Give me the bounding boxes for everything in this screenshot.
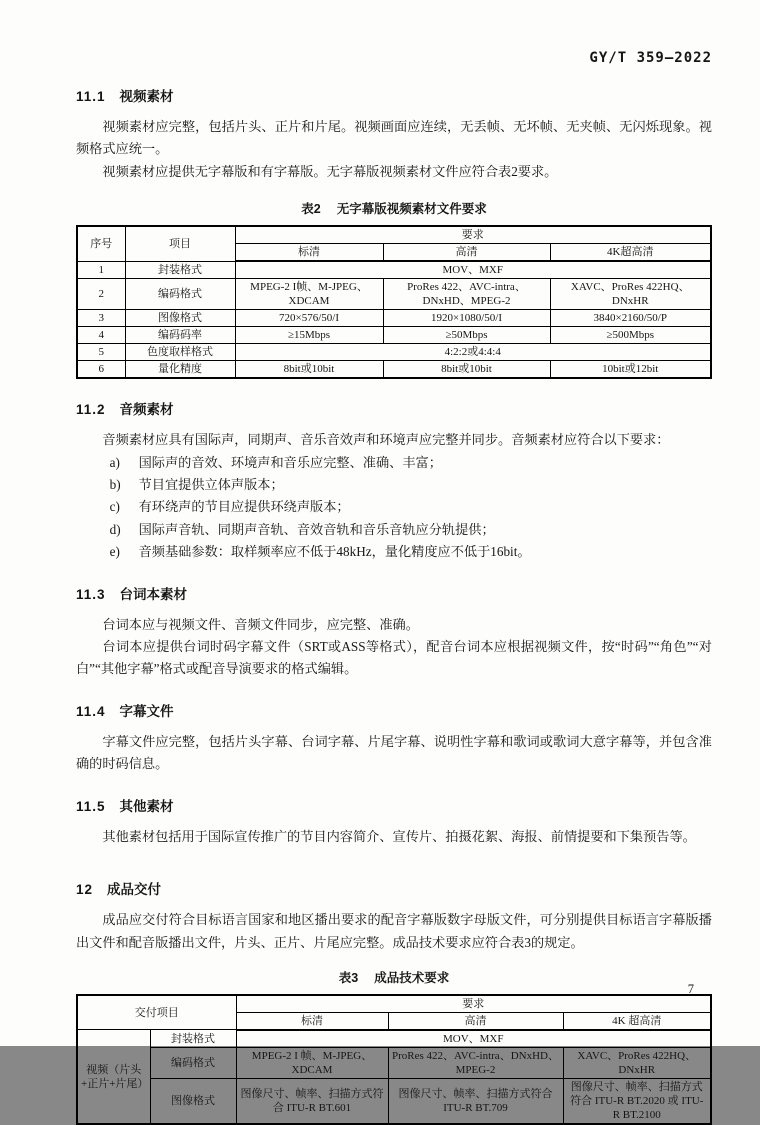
- list-item-text: 有环绕声的节目应提供环绕声版本；: [138, 499, 350, 515]
- cell-hd: ProRes 422、AVC-intra、DNxHD、MPEG-2: [388, 1047, 563, 1078]
- table3: [76, 994, 712, 1125]
- section-heading-11-2: [76, 398, 712, 418]
- section-title: 字幕文件: [119, 703, 174, 719]
- list-item-label: a): [109, 454, 120, 470]
- cell-sd: MPEG-2 I帧、M-JPEG、XDCAM: [235, 279, 383, 310]
- table2-header-req: 要求: [235, 226, 711, 244]
- table3-caption: [76, 968, 712, 986]
- list-item-label: e): [109, 544, 120, 560]
- table2: [76, 225, 712, 379]
- section-heading-11-5: [76, 795, 712, 815]
- list-item-label: c): [109, 499, 120, 515]
- cell-sd: 720×576/50/I: [235, 310, 383, 327]
- cell-item: 封装格式: [125, 261, 235, 279]
- table2-caption-title: 无字幕版视频素材文件要求: [336, 202, 487, 217]
- table2-header-seq: 序号: [77, 226, 125, 261]
- list-item: [110, 452, 712, 474]
- cell-value: MOV、MXF: [235, 261, 711, 279]
- table3-header-item: 交付项目: [77, 995, 236, 1030]
- table2-caption-label: 表2: [301, 202, 321, 217]
- cell-seq: 4: [77, 327, 125, 344]
- table2-header-sd: 标清: [235, 244, 383, 262]
- cell-seq: 1: [77, 261, 125, 279]
- cell-item: 编码格式: [125, 279, 235, 310]
- doc-header-code: GY/T 359—2022: [589, 50, 712, 66]
- list-item: [110, 474, 712, 496]
- cell-uhd: ≥500Mbps: [550, 327, 711, 344]
- cell-item: 图像格式: [150, 1078, 236, 1124]
- cell-hd: 1920×1080/50/I: [383, 310, 550, 327]
- paragraph: 其他素材包括用于国际宣传推广的节目内容简介、宣传片、拍摄花絮、海报、前情提要和下集预告等。: [102, 828, 696, 844]
- section-number: 11.5: [76, 798, 106, 814]
- list-item-label: d): [109, 521, 121, 537]
- section-heading-11-3: [76, 583, 712, 603]
- table2-header-uhd: 4K超高清: [550, 244, 711, 262]
- list-item: [110, 496, 712, 518]
- section-number: 11.2: [76, 402, 106, 418]
- table-row: [77, 1078, 711, 1124]
- section-title: 音频素材: [119, 402, 174, 418]
- section-title: 视频素材: [119, 89, 174, 104]
- page-number: 7: [687, 982, 694, 996]
- cell-seq: 5: [77, 344, 125, 361]
- list-item-text: 国际声音轨、同期声音轨、音效音轨和音乐音轨应分轨提供；: [138, 521, 495, 537]
- list-item-label: b): [109, 477, 121, 493]
- cell-hd: ProRes 422、AVC-intra、DNxHD、MPEG-2: [383, 279, 550, 310]
- table3-header-uhd: 4K 超高清: [563, 1012, 711, 1030]
- section-heading-12: [76, 878, 712, 898]
- paragraph: 成品应交付符合目标语言国家和地区播出要求的配音字幕版数字母版文件，可分别提供目标语言字幕版播出文件和配音版播出文件，片头、正片、片尾应完整。成品技术要求应符合表3的规定。: [76, 912, 712, 950]
- cell-sd: 图像尺寸、帧率、扫描方式符合 ITU-R BT.601: [236, 1078, 388, 1124]
- table2-caption: [76, 199, 712, 217]
- table-row: [77, 344, 711, 361]
- section-title: 台词本素材: [119, 586, 188, 602]
- table-row: [77, 327, 711, 344]
- list-item-text: 音频基础参数：取样频率应不低于48kHz，量化精度应不低于16bit。: [138, 544, 531, 560]
- cell-uhd: 图像尺寸、帧率、扫描方式符合 ITU-R BT.2020 或 ITU-R BT.2100: [563, 1078, 711, 1124]
- table3-caption-title: 成品技术要求: [374, 970, 450, 985]
- cell-hd: 8bit或10bit: [383, 361, 550, 379]
- cell-item: 色度取样格式: [125, 344, 235, 361]
- cell-value: 4:2:2或4:4:4: [235, 344, 711, 361]
- section-heading-11-1: [76, 85, 712, 105]
- table-row: [77, 279, 711, 310]
- table-row: [77, 1030, 711, 1048]
- cell-item: 编码码率: [125, 327, 235, 344]
- cell-group: 视频（片头+正片+片尾）: [77, 1030, 150, 1125]
- cell-uhd: 10bit或12bit: [550, 361, 711, 379]
- cell-seq: 2: [77, 279, 125, 310]
- table-row: [77, 1047, 711, 1078]
- cell-sd: ≥15Mbps: [235, 327, 383, 344]
- cell-sd: MPEG-2 I 帧、M-JPEG、XDCAM: [236, 1047, 388, 1078]
- table3-header-hd: 高清: [388, 1012, 563, 1030]
- paragraph: 台词本应提供台词时码字幕文件（SRT或ASS等格式），配音台词本应根据视频文件，按“时码”“角色”“对白”“其他字幕”格式或配音导演要求的格式编辑。: [76, 639, 712, 677]
- table-row: [77, 310, 711, 327]
- section-title: 其他素材: [119, 798, 174, 814]
- table3-caption-label: 表3: [338, 970, 359, 985]
- cell-uhd: 3840×2160/50/P: [550, 310, 711, 327]
- table2-header-item: 项目: [125, 226, 235, 261]
- section-title: 成品交付: [107, 882, 162, 898]
- cell-value: MOV、MXF: [236, 1030, 711, 1048]
- table3-header-sd: 标清: [236, 1012, 388, 1030]
- list-item-text: 节目宜提供立体声版本；: [138, 477, 284, 493]
- cell-uhd: XAVC、ProRes 422HQ、DNxHR: [563, 1047, 711, 1078]
- list-item: [110, 519, 712, 541]
- section-heading-11-4: [76, 700, 712, 720]
- section-number: 11.3: [76, 586, 106, 602]
- cell-item: 封装格式: [150, 1030, 236, 1048]
- paragraph: 字幕文件应完整，包括片头字幕、台词字幕、片尾字幕、说明性字幕和歌词或歌词大意字幕等，并包含准确的时码信息。: [76, 733, 712, 772]
- table-row: [77, 261, 711, 279]
- cell-sd: 8bit或10bit: [235, 361, 383, 379]
- cell-hd: ≥50Mbps: [383, 327, 550, 344]
- section-number: 12: [76, 882, 94, 898]
- paragraph: 台词本应与视频文件、音频文件同步，应完整、准确。: [102, 616, 419, 632]
- cell-item: 量化精度: [125, 361, 235, 379]
- paragraph: 音频素材应具有国际声，同期声、音乐音效声和环境声应完整并同步。音频素材应符合以下要求：: [102, 432, 670, 448]
- cell-item: 编码格式: [150, 1047, 236, 1078]
- section-number: 11.4: [76, 703, 106, 719]
- paragraph: 视频素材应提供无字幕版和有字幕版。无字幕版视频素材文件应符合表2要求。: [102, 163, 558, 179]
- cell-item: 图像格式: [125, 310, 235, 327]
- table3-header-req: 要求: [236, 995, 711, 1013]
- table2-header-hd: 高清: [383, 244, 550, 262]
- cell-uhd: XAVC、ProRes 422HQ、DNxHR: [550, 279, 711, 310]
- cell-seq: 3: [77, 310, 125, 327]
- cell-hd: 图像尺寸、帧率、扫描方式符合 ITU-R BT.709: [388, 1078, 563, 1124]
- paragraph: 视频素材应完整，包括片头、正片和片尾。视频画面应连续，无丢帧、无坏帧、无夹帧、无闪烁现象。视频格式应统一。: [76, 119, 712, 157]
- list-item: [110, 541, 712, 563]
- requirement-list: [110, 452, 712, 564]
- section-number: 11.1: [76, 89, 106, 104]
- table-row: [77, 361, 711, 379]
- cell-seq: 6: [77, 361, 125, 379]
- list-item-text: 国际声的音效、环境声和音乐应完整、准确、丰富；: [138, 454, 442, 470]
